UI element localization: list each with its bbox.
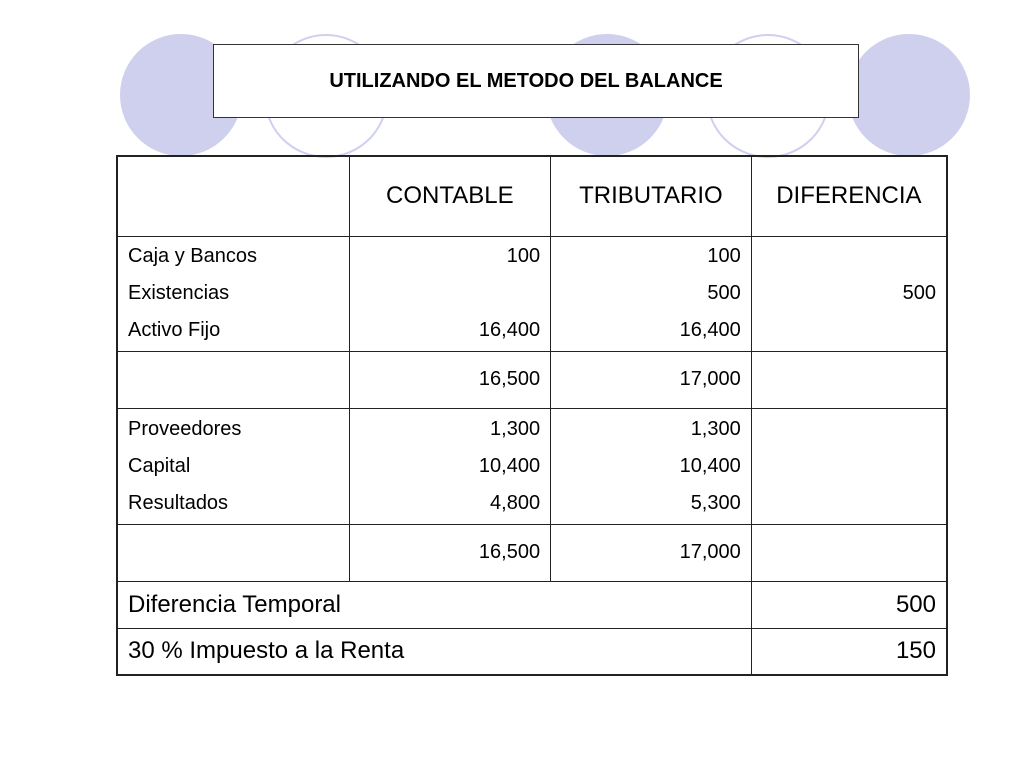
diferencia-temporal-label: Diferencia Temporal <box>117 581 751 628</box>
label-caja-bancos: Caja y Bancos <box>128 245 257 267</box>
header-row <box>117 156 947 236</box>
total-pasivos-contable: 16,500 <box>349 524 551 581</box>
empty-cell <box>117 351 349 408</box>
impuesto-row <box>117 628 947 675</box>
value-cell: 16,400 <box>679 319 741 341</box>
value-cell: 10,400 <box>478 454 541 477</box>
empty-cell <box>751 524 947 581</box>
activos-diferencia <box>751 236 947 351</box>
title-box <box>213 44 859 118</box>
diferencia-temporal-value: 500 <box>751 581 947 628</box>
header-tributario: TRIBUTARIO <box>551 156 752 236</box>
header-cell-empty <box>117 156 349 236</box>
diferencia-temporal-row <box>117 581 947 628</box>
label-activo-fijo: Activo Fijo <box>128 319 221 341</box>
value-cell: 1,300 <box>490 417 541 440</box>
value-cell: 500 <box>707 282 741 304</box>
value-cell: 100 <box>707 245 741 267</box>
label-proveedores: Proveedores <box>128 417 242 440</box>
total-activos-row <box>117 351 947 408</box>
pasivos-labels <box>117 408 349 524</box>
label-resultados: Resultados <box>128 491 229 514</box>
header-contable: CONTABLE <box>349 156 551 236</box>
value-cell: 16,400 <box>478 319 541 341</box>
label-existencias: Existencias <box>128 282 230 304</box>
pasivos-contable <box>349 408 551 524</box>
activos-row <box>117 236 947 351</box>
value-cell: 4,800 <box>490 491 541 514</box>
value-cell <box>762 238 936 275</box>
value-cell: 500 <box>902 282 936 304</box>
empty-cell <box>751 408 947 524</box>
header-diferencia: DIFERENCIA <box>751 156 947 236</box>
value-cell <box>360 275 541 312</box>
value-cell: 1,300 <box>690 417 741 440</box>
impuesto-value: 150 <box>751 628 947 675</box>
total-pasivos-row <box>117 524 947 581</box>
impuesto-label: 30 % Impuesto a la Renta <box>117 628 751 675</box>
total-activos-tributario: 17,000 <box>551 351 752 408</box>
decor-circle <box>848 34 970 156</box>
activos-tributario <box>551 236 752 351</box>
pasivos-row <box>117 408 947 524</box>
balance-table <box>116 155 948 676</box>
activos-contable <box>349 236 551 351</box>
value-cell <box>762 312 936 349</box>
total-activos-contable: 16,500 <box>349 351 551 408</box>
value-cell: 100 <box>506 245 541 267</box>
activos-labels <box>117 236 349 351</box>
value-cell: 5,300 <box>690 491 741 514</box>
total-pasivos-tributario: 17,000 <box>551 524 752 581</box>
value-cell: 10,400 <box>679 454 741 477</box>
empty-cell <box>751 351 947 408</box>
label-capital: Capital <box>128 454 191 477</box>
pasivos-tributario <box>551 408 752 524</box>
empty-cell <box>117 524 349 581</box>
page-title: UTILIZANDO EL METODO DEL BALANCE <box>329 69 723 92</box>
